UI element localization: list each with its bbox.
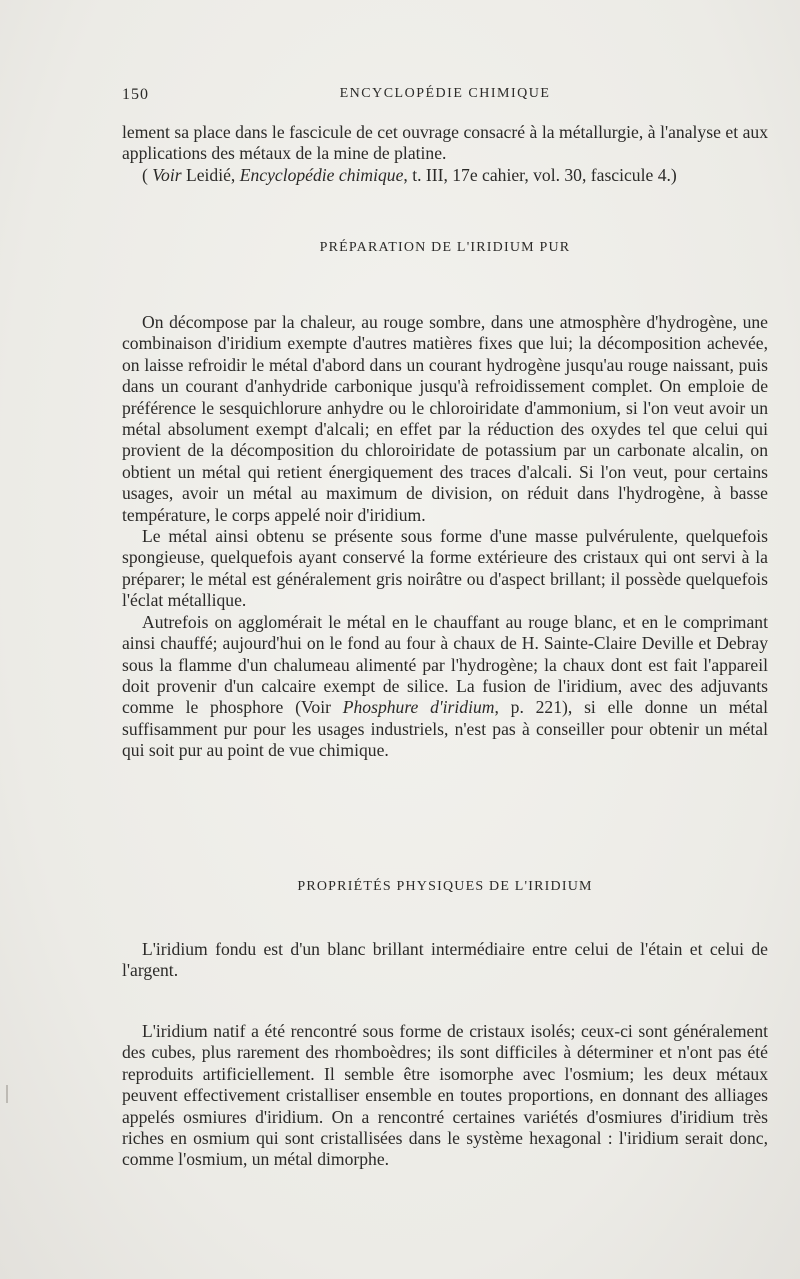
ref-title: Encyclopédie chimique [239,164,404,185]
page-header [122,86,768,112]
margin-mark [6,1085,8,1103]
section-proprietes-body-1 [122,939,768,982]
running-title: ENCYCLOPÉDIE CHIMIQUE [339,86,551,101]
paragraph-text: Autrefois on agglomérait le métal en le chauffant au rouge blanc, et en le comprimant ainsi chauffé; aujourd'hui on le fond au four à chaux de H. Sainte-Claire Deville et Debray sous la flamme d'un chalumeau alimenté par l'hydrogène; la chaux dont est fait l'appareil doit provenir d'un calcaire exempt de silice. La fusion de l'iridium, avec des adjuvants comme le phosphore (Voir [122,611,768,718]
italic-reference: Phosphure d'iridium [342,697,495,718]
section-heading-proprietes: PROPRIÉTÉS PHYSIQUES DE L'IRIDIUM [297,879,593,894]
section-preparation-body [122,312,768,762]
paragraph: On décompose par la chaleur, au rouge sombre, dans une atmosphère d'hydrogène, une combinaison d'iridium exempte d'autres matières fixes que lui; la décomposition achevée, on laisse refroidir le métal d'abord dans un courant hydrogène jusqu'au rouge naissant, puis dans un courant d'anhydride carbonique jusqu'à refroidissement complet. On emploie de préférence le sesquichlorure anhydre ou le chloroiridate d'ammonium, si l'on veut avoir un métal absolument exempt d'alcali; en effet par la réduction des oxydes tel que celui qui provient de la décomposition du chloroiridate de potassium par un carbonate alcalin, on obtient un métal qui retient énergiquement des traces d'alcali. Si l'on veut, pour certains usages, avoir un métal au maximum de division, on réduit dans l'hydrogène, à basse température, le corps appelé noir d'iridium. [122,312,768,525]
page-number: 150 [122,86,149,103]
paragraph: L'iridium natif a été rencontré sous forme de cristaux isolés; ceux-ci sont généralement des cubes, plus rarement des rhomboèdres; ils sont difficiles à déterminer et n'ont pas été reproduits artificiellement. Il semble être isomorphe avec l'osmium; les deux métaux peuvent effectivement cristalliser ensemble en toutes proportions, en donnant des alliages appelés osmiures d'iridium. On a rencontré certaines variétés d'osmiures d'iridium très riches en osmium qui sont cristallisées dans le système hexagonal : l'iridium serait donc, comme l'osmium, un métal dimorphe. [122,1021,768,1170]
ref-open: ( [142,164,153,185]
paragraph: L'iridium fondu est d'un blanc brillant intermédiaire entre celui de l'étain et celui de l'argent. [122,939,768,981]
section-proprietes-body-2 [122,1021,768,1171]
intro-paragraph [122,122,768,186]
ref-author: Leidié, [181,164,240,185]
paragraph-text: , p. 221), si elle donne un métal suffisamment pur pour les usages industriels, n'est pas à conseiller pour obtenir un métal qui soit pur au point de vue chimique. [122,697,768,761]
section-heading-preparation: PRÉPARATION DE L'IRIDIUM PUR [319,240,571,255]
ref-rest: , t. III, 17e cahier, vol. 30, fascicule 4.) [403,164,677,185]
paragraph: Le métal ainsi obtenu se présente sous forme d'une masse pulvérulente, quelquefois spongieuse, quelquefois ayant conservé la forme extérieure des cristaux qui ont servi à la préparer; le métal est généralement gris noirâtre ou d'aspect brillant; il possède quelquefois l'éclat métallique. [122,526,768,611]
ref-voir: Voir [152,164,182,185]
intro-text: lement sa place dans le fascicule de cet ouvrage consacré à la métallurgie, à l'analyse et aux applications des métaux de la mine de platine. [122,122,768,164]
paragraph [122,612,768,762]
